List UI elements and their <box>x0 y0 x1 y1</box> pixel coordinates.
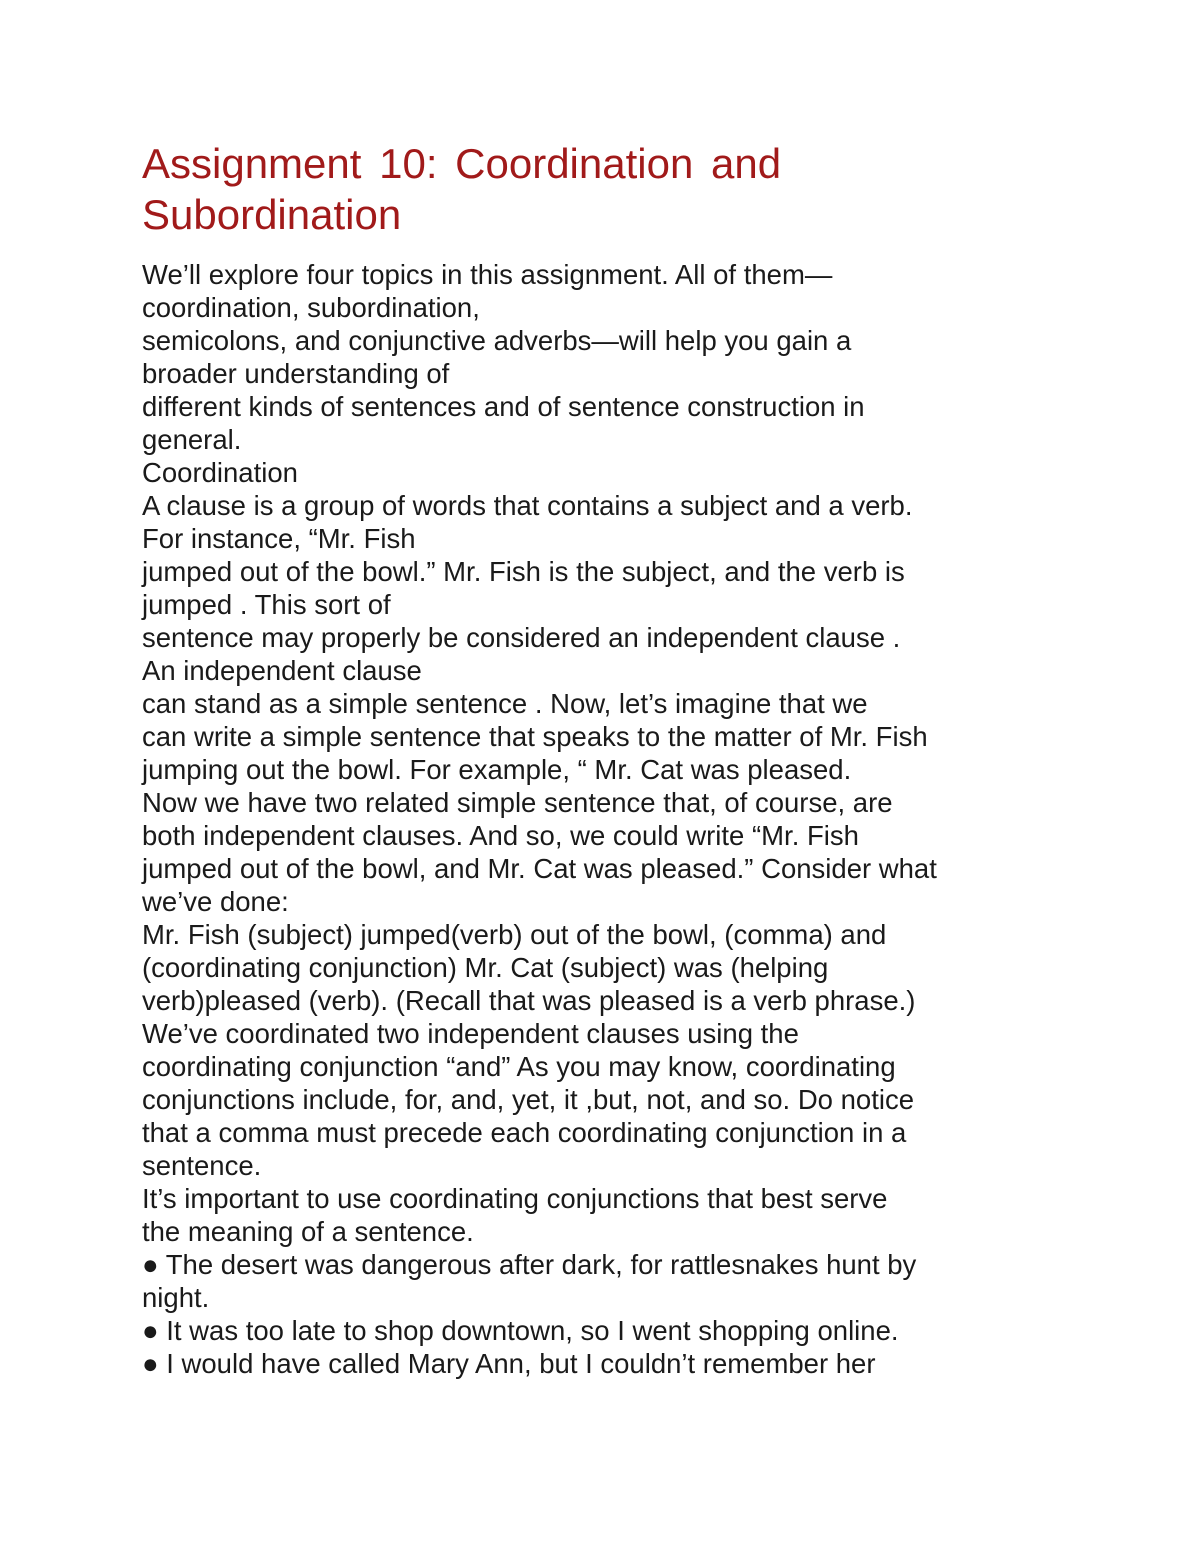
body-line: that a comma must precede each coordinating conjunction in a <box>142 1117 907 1148</box>
body-line: we’ve done: <box>142 886 289 917</box>
body-line: can write a simple sentence that speaks to the matter of Mr. Fish <box>142 721 928 752</box>
title-line: Assignment 10: Coordination and <box>142 140 782 187</box>
body-line: jumped out of the bowl, and Mr. Cat was pleased.” Consider what <box>142 853 937 884</box>
body-line: A clause is a group of words that contains a subject and a verb. <box>142 490 913 521</box>
section-heading: Coordination <box>142 457 298 488</box>
body-line: sentence. <box>142 1150 262 1181</box>
body-line: both independent clauses. And so, we could write “Mr. Fish <box>142 820 859 851</box>
body-line: semicolons, and conjunctive adverbs—will help you gain a <box>142 325 852 356</box>
body-line: jumped out of the bowl.” Mr. Fish is the subject, and the verb is <box>142 556 905 587</box>
body-line: coordination, subordination, <box>142 292 480 323</box>
body-line: coordinating conjunction “and” As you may know, coordinating <box>142 1051 896 1082</box>
body-line: For instance, “Mr. Fish <box>142 523 416 554</box>
body-line: Now we have two related simple sentence that, of course, are <box>142 787 893 818</box>
body-line: can stand as a simple sentence . Now, let’s imagine that we <box>142 688 868 719</box>
bullet-item: night. <box>142 1282 210 1313</box>
body-line: verb)pleased (verb). (Recall that was pleased is a verb phrase.) <box>142 985 916 1016</box>
body-line: Mr. Fish (subject) jumped(verb) out of the bowl, (comma) and <box>142 919 887 950</box>
bullet-item: ● I would have called Mary Ann, but I couldn’t remember her <box>142 1348 876 1379</box>
body-line: different kinds of sentences and of sentence construction in <box>142 391 865 422</box>
body-line: We’ve coordinated two independent clauses using the <box>142 1018 799 1049</box>
document-body <box>142 258 1072 1380</box>
body-line: conjunctions include, for, and, yet, it ,but, not, and so. Do notice <box>142 1084 915 1115</box>
body-line: jumped . This sort of <box>142 589 391 620</box>
document-page <box>142 138 1072 1380</box>
body-line: (coordinating conjunction) Mr. Cat (subject) was (helping <box>142 952 829 983</box>
title-line: Subordination <box>142 191 402 238</box>
body-line: We’ll explore four topics in this assignment. All of them— <box>142 259 833 290</box>
bullet-item: ● It was too late to shop downtown, so I went shopping online. <box>142 1315 899 1346</box>
body-line: jumping out the bowl. For example, “ Mr. Cat was pleased. <box>142 754 852 785</box>
document-title <box>142 138 1072 240</box>
body-line: broader understanding of <box>142 358 450 389</box>
body-line: An independent clause <box>142 655 422 686</box>
body-line: general. <box>142 424 242 455</box>
body-line: the meaning of a sentence. <box>142 1216 474 1247</box>
body-line: sentence may properly be considered an independent clause . <box>142 622 901 653</box>
body-line: It’s important to use coordinating conjunctions that best serve <box>142 1183 888 1214</box>
bullet-item: ● The desert was dangerous after dark, for rattlesnakes hunt by <box>142 1249 917 1280</box>
